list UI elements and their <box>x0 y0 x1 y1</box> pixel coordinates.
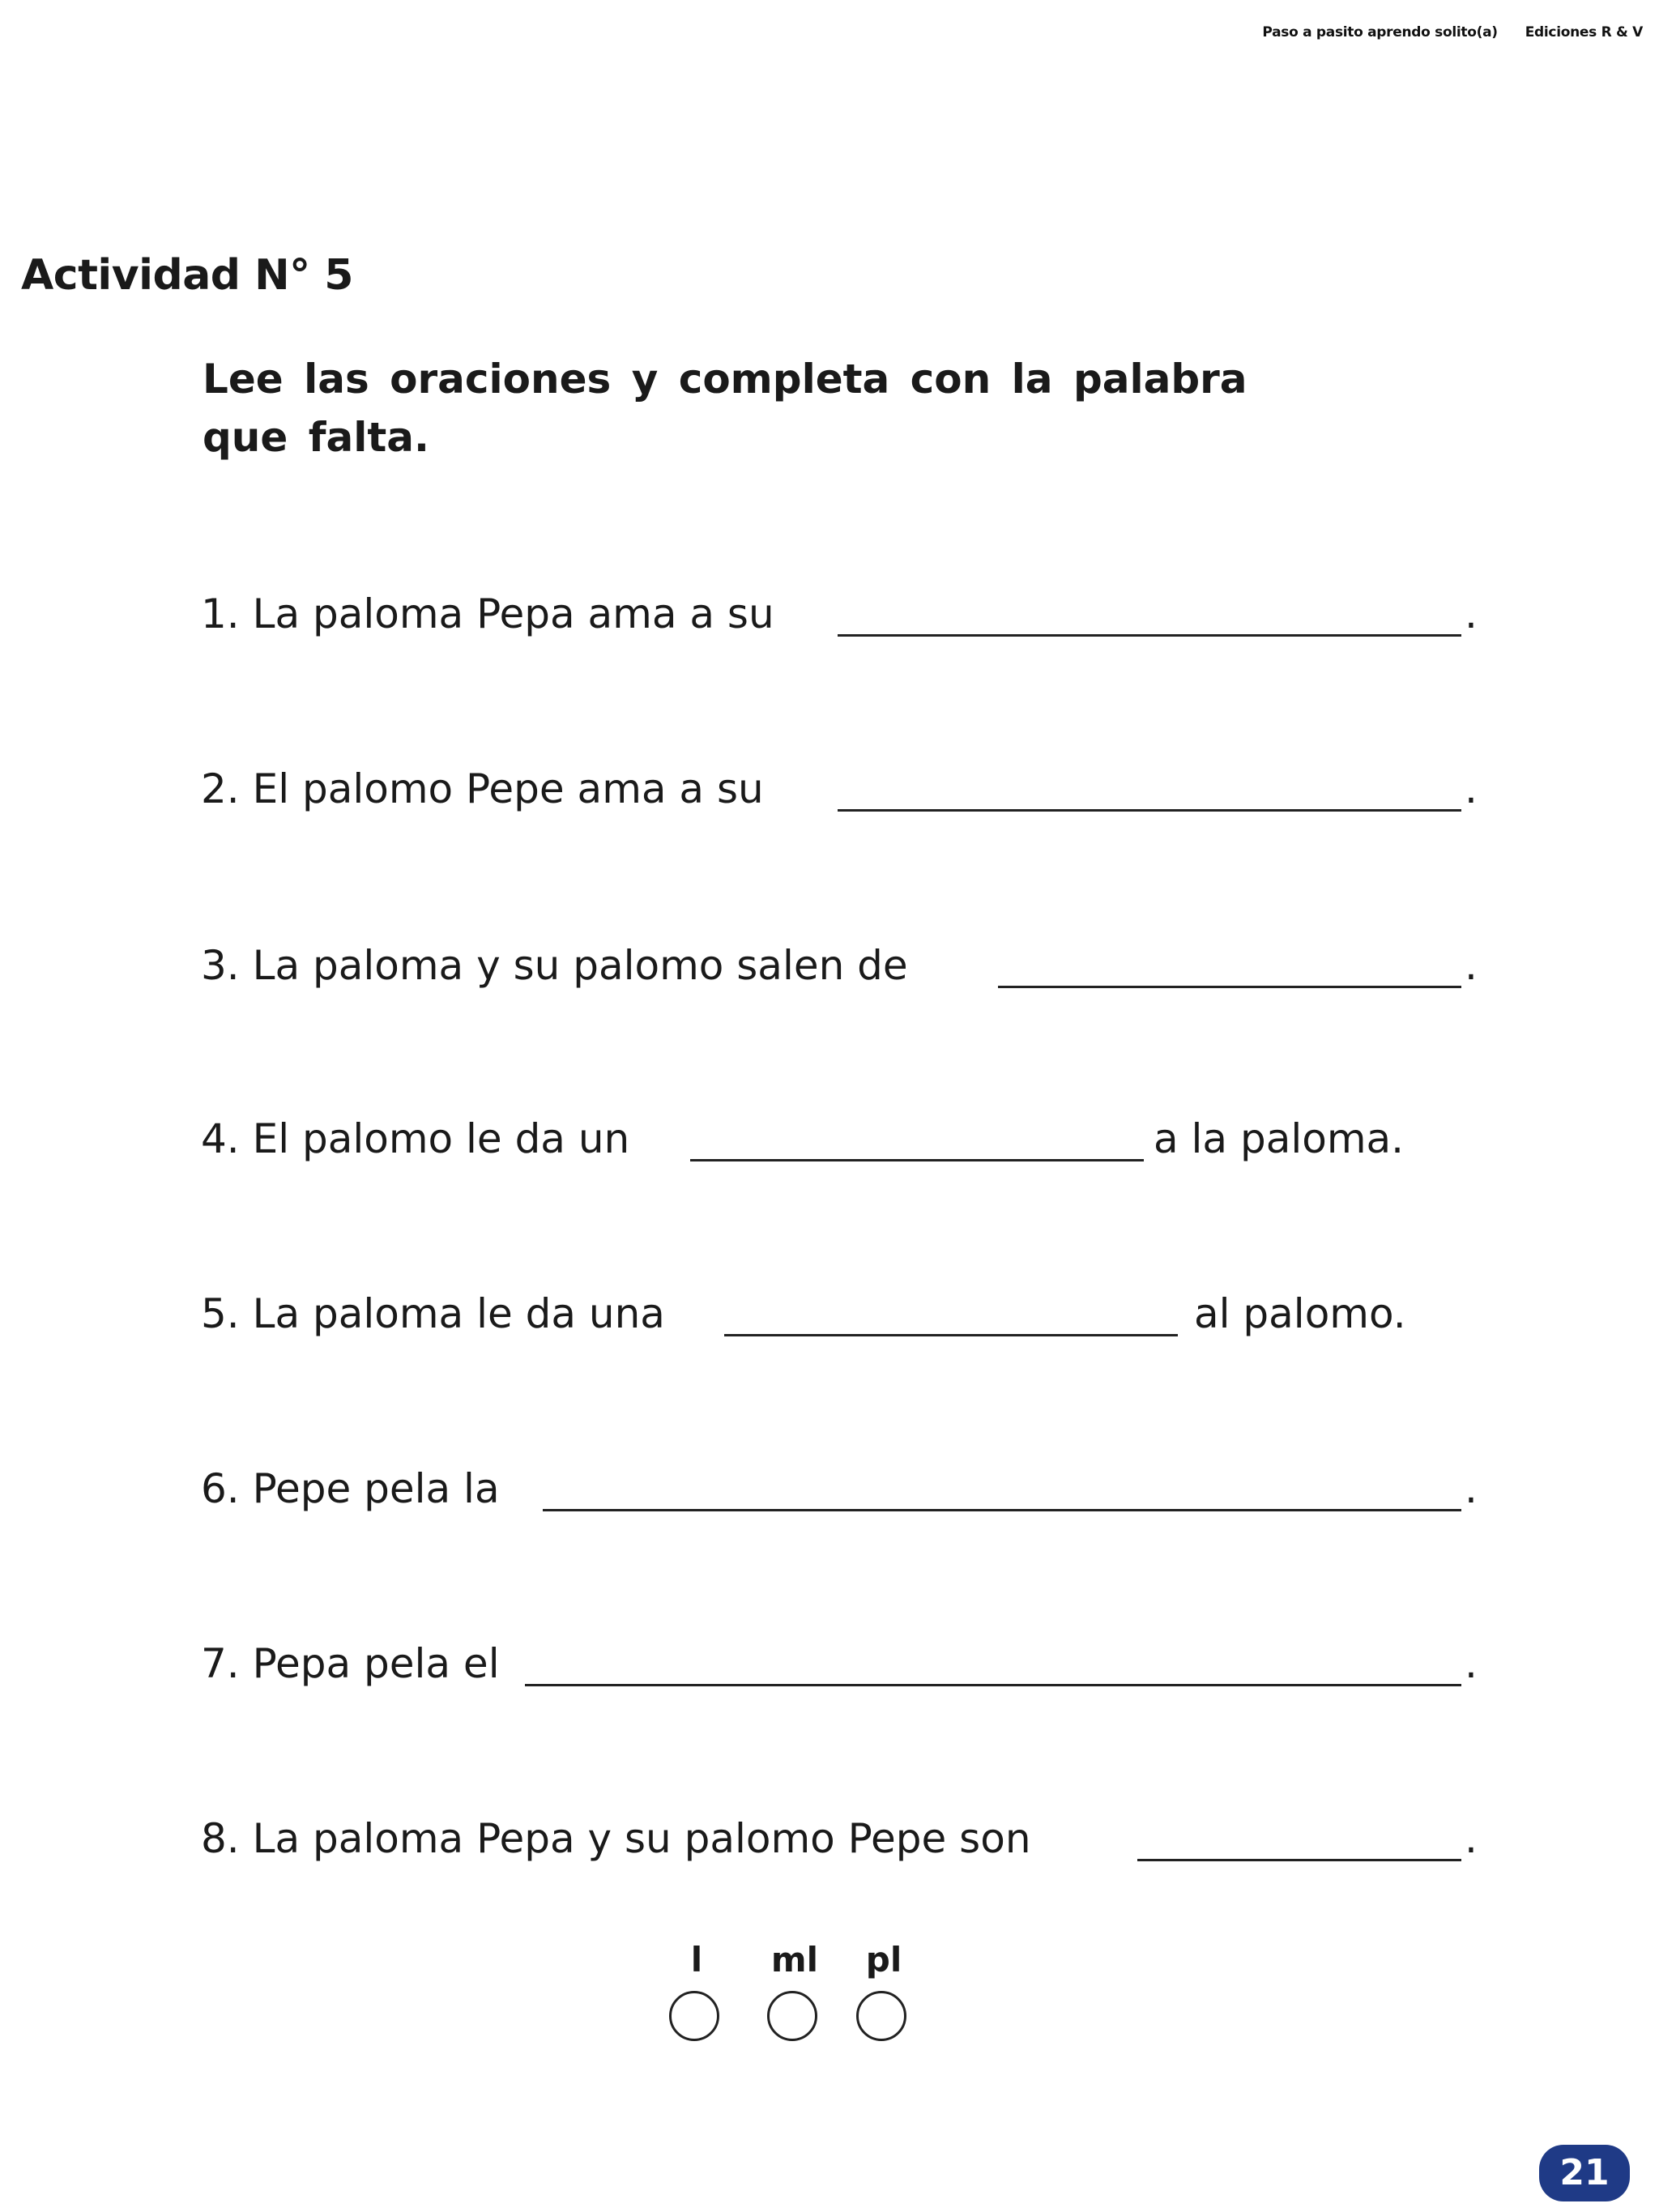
option-pl[interactable] <box>847 1942 920 2048</box>
answer-blank[interactable] <box>998 986 1461 988</box>
sentence-item-1 <box>201 582 1478 646</box>
option-l[interactable] <box>660 1942 733 2048</box>
option-circle-icon[interactable] <box>767 1991 817 2041</box>
answer-blank[interactable] <box>838 634 1461 637</box>
option-label: pl <box>865 1940 902 1980</box>
sentence-ending: a la paloma. <box>1154 1115 1405 1162</box>
sentence-text: 5. La paloma le da una <box>201 1290 665 1337</box>
answer-blank[interactable] <box>724 1334 1178 1336</box>
option-circle-icon[interactable] <box>669 1991 719 2041</box>
sentence-item-5 <box>201 1281 1473 1346</box>
sentence-item-2 <box>201 757 1478 821</box>
sentence-text: 4. El palomo le da un <box>201 1115 630 1162</box>
answer-blank[interactable] <box>1137 1859 1461 1861</box>
header-book-title: Paso a pasito aprendo solito(a) <box>1262 24 1498 40</box>
option-label: l <box>690 1940 703 1980</box>
sentence-ending: al palomo. <box>1194 1290 1406 1337</box>
sentence-ending: . <box>1465 942 1478 989</box>
answer-blank[interactable] <box>543 1509 1461 1511</box>
sentence-item-7 <box>201 1631 1478 1696</box>
instruction-line-2: que falta. <box>203 414 429 461</box>
sentence-ending: . <box>1465 1465 1478 1512</box>
option-ml[interactable] <box>758 1942 831 2048</box>
instruction-line-1: Lee las oraciones y completa con la palabra <box>203 356 1247 403</box>
activity-title: Actividad N° 5 <box>21 251 353 300</box>
sentence-text: 3. La paloma y su palomo salen de <box>201 942 908 989</box>
page-number-badge: 21 <box>1539 2145 1630 2201</box>
sentence-text: 6. Pepe pela la <box>201 1465 500 1512</box>
answer-options <box>660 1942 936 2048</box>
sentence-text: 2. El palomo Pepe ama a su <box>201 765 764 812</box>
activity-instruction <box>203 350 1296 467</box>
sentence-item-3 <box>201 933 1478 998</box>
sentence-text: 7. Pepa pela el <box>201 1640 500 1687</box>
answer-blank[interactable] <box>525 1684 1461 1686</box>
sentence-item-6 <box>201 1456 1478 1521</box>
option-circle-icon[interactable] <box>856 1991 906 2041</box>
sentence-ending: . <box>1465 1640 1478 1687</box>
sentence-ending: . <box>1465 765 1478 812</box>
sentence-item-8 <box>201 1806 1478 1871</box>
sentence-text: 8. La paloma Pepa y su palomo Pepe son <box>201 1815 1031 1862</box>
option-label: ml <box>770 1940 819 1980</box>
sentence-text: 1. La paloma Pepa ama a su <box>201 590 774 637</box>
answer-blank[interactable] <box>690 1159 1144 1161</box>
header-publisher: Ediciones R & V <box>1525 24 1643 40</box>
sentence-ending: . <box>1465 1815 1478 1862</box>
page-header <box>1262 24 1643 40</box>
sentence-ending: . <box>1465 590 1478 637</box>
sentence-item-4 <box>201 1106 1473 1171</box>
answer-blank[interactable] <box>838 809 1461 812</box>
